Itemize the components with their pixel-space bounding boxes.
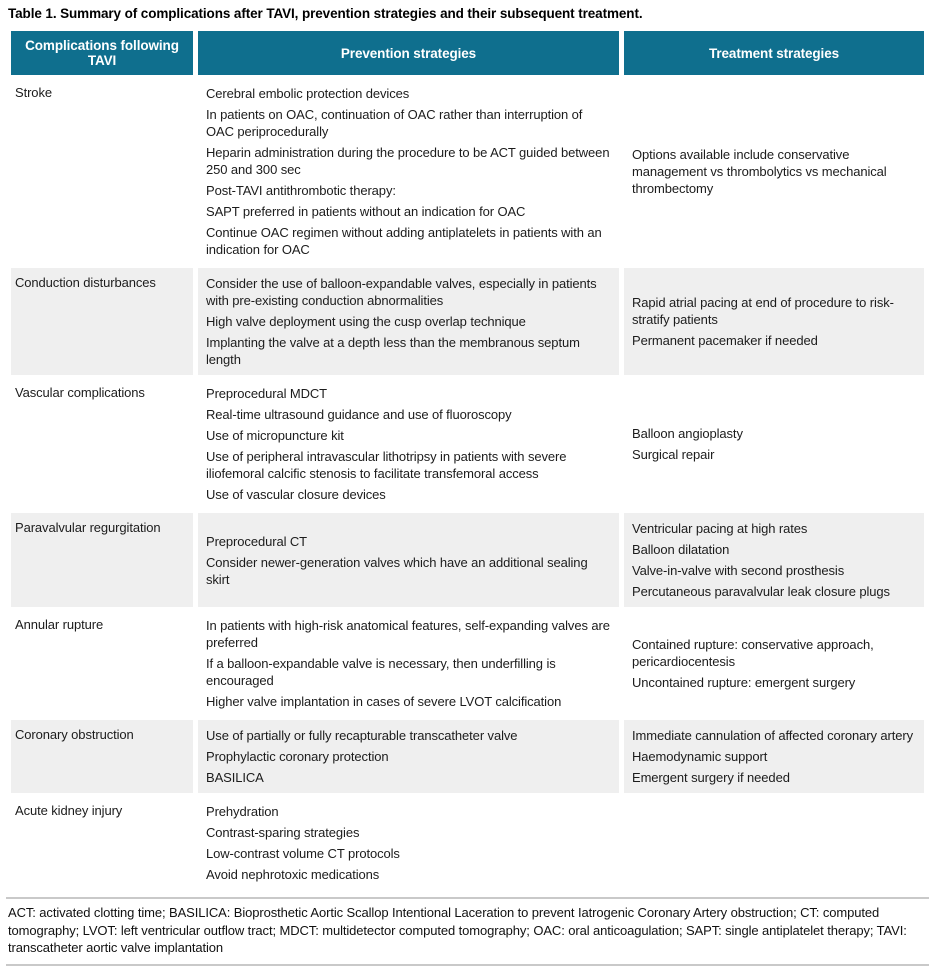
treatment-item: Haemodynamic support <box>632 749 768 764</box>
prevention-item: Real-time ultrasound guidance and use of fluoroscopy <box>206 407 512 422</box>
table-row <box>11 720 924 793</box>
prevention-item: Continue OAC regimen without adding antiplatelets in patients with an indication for OAC <box>206 225 602 257</box>
prevention-item: Avoid nephrotoxic medications <box>206 867 380 882</box>
treatment-item: Uncontained rupture: emergent surgery <box>632 675 856 690</box>
treatment-item: Ventricular pacing at high rates <box>632 521 808 536</box>
prevention-item: Prehydration <box>206 804 279 819</box>
prevention-item: Higher valve implantation in cases of severe LVOT calcification <box>206 694 562 709</box>
complication-cell: Vascular complications <box>15 385 145 400</box>
treatment-item: Balloon angioplasty <box>632 426 743 441</box>
table-body <box>11 78 924 890</box>
table-row <box>11 796 924 890</box>
table-row <box>11 268 924 375</box>
treatment-item: Balloon dilatation <box>632 542 730 557</box>
prevention-item: Consider newer-generation valves which have an additional sealing skirt <box>206 554 588 587</box>
treatment-item: Valve-in-valve with second prosthesis <box>632 563 845 578</box>
table-header-row <box>11 31 924 75</box>
complication-cell: Annular rupture <box>15 617 104 632</box>
prevention-item: Use of partially or fully recapturable transcatheter valve <box>206 728 518 743</box>
footnote: ACT: activated clotting time; BASILICA: Bioprosthetic Aortic Scallop Intentional Laceration to prevent Iatrogenic Coronary Artery obstruction; CT: computed tomography; LVOT: left ventricular outflow tract; MDCT: multidetector computed tomography; OAC: oral anticoagulation; SAPT: single antiplatelet therapy; TAVI: transcatheter aortic valve implantation <box>6 897 929 966</box>
prevention-cell <box>198 796 619 890</box>
table-row <box>11 78 924 265</box>
treatment-cell <box>624 796 924 890</box>
prevention-cell <box>198 720 619 793</box>
table-title: Table 1. Summary of complications after TAVI, prevention strategies and their subsequent treatment. <box>8 6 643 21</box>
prevention-cell <box>198 78 619 265</box>
treatment-cell <box>624 513 924 607</box>
prevention-cell <box>198 513 619 607</box>
prevention-item: BASILICA <box>206 770 264 785</box>
treatment-cell <box>624 78 924 265</box>
complication-cell: Conduction disturbances <box>11 268 193 375</box>
header-cell-prevention: Prevention strategies <box>198 31 619 75</box>
prevention-item: Use of micropuncture kit <box>206 428 344 443</box>
prevention-item: In patients on OAC, continuation of OAC rather than interruption of OAC periprocedurally <box>206 107 583 139</box>
prevention-item: Low-contrast volume CT protocols <box>206 846 400 861</box>
table-row <box>11 610 924 717</box>
prevention-item: SAPT preferred in patients without an indication for OAC <box>206 204 526 219</box>
prevention-item: Preprocedural CT <box>206 533 307 549</box>
prevention-item: Implanting the valve at a depth less than the membranous septum length <box>206 335 580 367</box>
complication-cell: Stroke <box>15 85 52 100</box>
treatment-item: Surgical repair <box>632 447 715 462</box>
prevention-item: Preprocedural MDCT <box>206 386 328 401</box>
prevention-item: Use of vascular closure devices <box>206 487 386 502</box>
treatment-item: Percutaneous paravalvular leak closure plugs <box>632 584 890 599</box>
treatment-cell <box>624 268 924 375</box>
prevention-item: In patients with high-risk anatomical features, self-expanding valves are preferred <box>206 618 610 650</box>
prevention-item: Heparin administration during the procedure to be ACT guided between 250 and 300 sec <box>206 145 610 177</box>
treatment-item: Contained rupture: conservative approach, pericardiocentesis <box>632 637 874 669</box>
prevention-item: High valve deployment using the cusp overlap technique <box>206 314 526 329</box>
prevention-item: If a balloon-expandable valve is necessary, then underfilling is encouraged <box>206 656 556 688</box>
treatment-cell <box>624 610 924 717</box>
table-row <box>11 513 924 607</box>
prevention-item: Consider the use of balloon-expandable valves, especially in patients with pre-existing conduction abnormalities <box>206 276 597 308</box>
prevention-item: Post-TAVI antithrombotic therapy: <box>206 183 396 198</box>
prevention-cell <box>198 378 619 510</box>
complication-cell: Coronary obstruction <box>11 720 193 793</box>
complications-table <box>6 28 929 893</box>
prevention-cell <box>198 610 619 717</box>
table-row <box>11 378 924 510</box>
header-cell-complications: Complications following TAVI <box>11 31 193 75</box>
prevention-item: Prophylactic coronary protection <box>206 749 389 764</box>
treatment-item: Permanent pacemaker if needed <box>632 333 818 348</box>
prevention-item: Cerebral embolic protection devices <box>206 86 410 101</box>
treatment-cell <box>624 720 924 793</box>
prevention-cell <box>198 268 619 375</box>
prevention-item: Contrast-sparing strategies <box>206 825 360 840</box>
header-cell-treatment: Treatment strategies <box>624 31 924 75</box>
treatment-cell <box>624 378 924 510</box>
complication-cell: Paravalvular regurgitation <box>11 513 193 607</box>
treatment-item: Options available include conservative management vs thrombolytics vs mechanical thrombectomy <box>632 147 887 196</box>
prevention-item: Use of peripheral intravascular lithotripsy in patients with severe iliofemoral calcific stenosis to facilitate transfemoral access <box>206 449 567 481</box>
treatment-item: Rapid atrial pacing at end of procedure to risk-stratify patients <box>632 295 894 327</box>
treatment-item: Immediate cannulation of affected coronary artery <box>632 728 914 743</box>
complication-cell: Acute kidney injury <box>15 803 123 818</box>
treatment-item: Emergent surgery if needed <box>632 770 790 785</box>
